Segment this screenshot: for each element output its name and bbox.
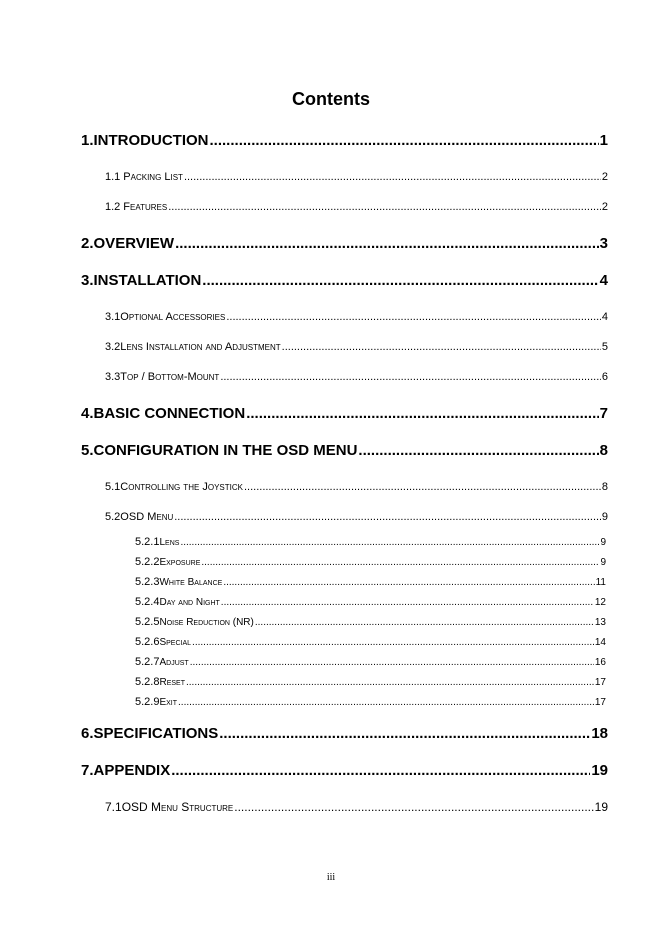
toc-entry-reset[interactable] bbox=[135, 676, 606, 688]
toc-entry-controlling-joystick[interactable] bbox=[105, 481, 608, 493]
entry-number: 7.1 bbox=[105, 800, 122, 814]
entry-number: 3.2 bbox=[105, 341, 121, 353]
entry-title: Adjust bbox=[159, 657, 189, 668]
dot-leader bbox=[171, 762, 590, 779]
entry-title: BASIC CONNECTION bbox=[93, 405, 246, 422]
entry-page: 7 bbox=[599, 405, 608, 422]
entry-number: 5.1 bbox=[105, 481, 121, 493]
entry-title: Controlling the Joystick bbox=[120, 481, 243, 493]
dot-leader bbox=[358, 442, 598, 459]
entry-title: Exposure bbox=[159, 557, 201, 568]
entry-page: 17 bbox=[594, 697, 606, 708]
entry-title: OSD Menu Structure bbox=[121, 800, 234, 814]
entry-page: 18 bbox=[591, 725, 608, 742]
entry-number: 5.2.5 bbox=[135, 616, 160, 628]
entry-title: White Balance bbox=[159, 577, 223, 588]
dot-leader bbox=[255, 617, 594, 628]
toc-entry-white-balance[interactable] bbox=[135, 576, 606, 588]
toc-entry-optional-accessories[interactable] bbox=[105, 311, 608, 323]
entry-title: Lens bbox=[159, 537, 180, 548]
dot-leader bbox=[282, 341, 601, 353]
entry-number: 5.2.7 bbox=[135, 656, 160, 668]
entry-title: INSTALLATION bbox=[93, 272, 202, 289]
entry-title: Packing List bbox=[123, 171, 183, 183]
toc-entry-specifications[interactable] bbox=[81, 725, 608, 742]
entry-page: 4 bbox=[601, 311, 608, 323]
entry-page: 2 bbox=[601, 171, 608, 183]
entry-title: Features bbox=[123, 201, 168, 213]
entry-title: Day and Night bbox=[159, 597, 220, 608]
toc-entry-configuration-osd[interactable] bbox=[81, 442, 608, 459]
entry-page: 3 bbox=[599, 235, 608, 252]
entry-page: 11 bbox=[595, 577, 606, 588]
entry-title: OVERVIEW bbox=[93, 235, 175, 252]
entry-number: 5.2.4 bbox=[135, 596, 160, 608]
toc-entry-lens-installation[interactable] bbox=[105, 341, 608, 353]
dot-leader bbox=[210, 132, 599, 149]
dot-leader bbox=[220, 371, 601, 383]
toc-entry-features[interactable] bbox=[105, 201, 608, 213]
entry-page: 9 bbox=[601, 511, 608, 523]
dot-leader bbox=[184, 171, 601, 183]
dot-leader bbox=[186, 677, 594, 688]
entry-page: 6 bbox=[601, 371, 608, 383]
entry-page: 8 bbox=[599, 442, 608, 459]
dot-leader bbox=[244, 481, 601, 493]
dot-leader bbox=[168, 201, 601, 213]
entry-title: Top / Bottom-Mount bbox=[120, 371, 220, 383]
toc-entry-osd-menu-structure[interactable] bbox=[105, 800, 608, 814]
toc-entry-exposure[interactable] bbox=[135, 556, 606, 568]
entry-page: 4 bbox=[599, 272, 608, 289]
entry-page: 19 bbox=[591, 762, 608, 779]
entry-title: Noise Reduction (NR) bbox=[159, 617, 254, 628]
entry-title: Optional Accessories bbox=[120, 311, 226, 323]
toc-entry-exit[interactable] bbox=[135, 696, 606, 708]
entry-page: 9 bbox=[600, 557, 606, 568]
entry-page: 1 bbox=[599, 132, 608, 149]
entry-page: 16 bbox=[594, 657, 606, 668]
entry-page: 14 bbox=[594, 637, 606, 648]
dot-leader bbox=[226, 311, 601, 323]
entry-title: Exit bbox=[159, 697, 178, 708]
entry-number: 5.2.6 bbox=[135, 636, 160, 648]
dot-leader bbox=[219, 725, 590, 742]
entry-title: APPENDIX bbox=[93, 762, 171, 779]
entry-page: 19 bbox=[594, 800, 608, 814]
dot-leader bbox=[201, 557, 599, 568]
entry-number: 3.1 bbox=[105, 311, 121, 323]
entry-number: 1. bbox=[81, 132, 94, 149]
entry-number: 1.1 bbox=[105, 171, 121, 183]
entry-page: 5 bbox=[601, 341, 608, 353]
entry-title: CONFIGURATION IN THE OSD MENU bbox=[93, 442, 358, 459]
entry-page: 9 bbox=[600, 537, 606, 548]
entry-title: OSD Menu bbox=[120, 511, 174, 523]
entry-page: 17 bbox=[594, 677, 606, 688]
entry-number: 5.2.3 bbox=[135, 576, 160, 588]
entry-number: 5.2.2 bbox=[135, 556, 160, 568]
entry-number: 7. bbox=[81, 762, 94, 779]
entry-title: SPECIFICATIONS bbox=[93, 725, 219, 742]
entry-title: Reset bbox=[159, 677, 185, 688]
entry-number: 5.2.1 bbox=[135, 536, 160, 548]
entry-number: 5.2 bbox=[105, 511, 121, 523]
dot-leader bbox=[234, 800, 593, 814]
entry-page: 2 bbox=[601, 201, 608, 213]
dot-leader bbox=[246, 405, 598, 422]
toc-entry-introduction[interactable] bbox=[81, 132, 608, 149]
dot-leader bbox=[180, 537, 599, 548]
toc-entry-overview[interactable] bbox=[81, 235, 608, 252]
dot-leader bbox=[190, 657, 594, 668]
page-title: Contents bbox=[292, 89, 370, 109]
toc-entry-lens[interactable] bbox=[135, 536, 606, 548]
toc-entry-top-bottom-mount[interactable] bbox=[105, 371, 608, 383]
toc-entry-day-and-night[interactable] bbox=[135, 596, 606, 608]
entry-title: INTRODUCTION bbox=[93, 132, 209, 149]
entry-number: 2. bbox=[81, 235, 94, 252]
entry-page: 13 bbox=[594, 617, 606, 628]
page-number-footer: iii bbox=[326, 872, 336, 883]
toc-entry-installation[interactable] bbox=[81, 272, 608, 289]
dot-leader bbox=[221, 597, 594, 608]
dot-leader bbox=[223, 577, 594, 588]
entry-number: 1.2 bbox=[105, 201, 121, 213]
entry-title: Special bbox=[159, 637, 192, 648]
entry-number: 3.3 bbox=[105, 371, 121, 383]
entry-number: 3. bbox=[81, 272, 94, 289]
entry-number: 5. bbox=[81, 442, 94, 459]
entry-number: 4. bbox=[81, 405, 94, 422]
dot-leader bbox=[192, 637, 594, 648]
entry-page: 12 bbox=[594, 597, 606, 608]
entry-title: Lens Installation and Adjustment bbox=[120, 341, 281, 353]
toc-entry-noise-reduction[interactable] bbox=[135, 616, 606, 628]
dot-leader bbox=[178, 697, 594, 708]
dot-leader bbox=[202, 272, 598, 289]
dot-leader bbox=[175, 235, 599, 252]
toc-entry-packing-list[interactable] bbox=[105, 171, 608, 183]
dot-leader bbox=[174, 511, 601, 523]
entry-number: 5.2.8 bbox=[135, 676, 160, 688]
entry-number: 5.2.9 bbox=[135, 696, 160, 708]
toc-entry-adjust[interactable] bbox=[135, 656, 606, 668]
toc-entry-basic-connection[interactable] bbox=[81, 405, 608, 422]
toc-entry-appendix[interactable] bbox=[81, 762, 608, 779]
entry-page: 8 bbox=[601, 481, 608, 493]
entry-number: 6. bbox=[81, 725, 94, 742]
toc-entry-special[interactable] bbox=[135, 636, 606, 648]
toc-entry-osd-menu[interactable] bbox=[105, 511, 608, 523]
